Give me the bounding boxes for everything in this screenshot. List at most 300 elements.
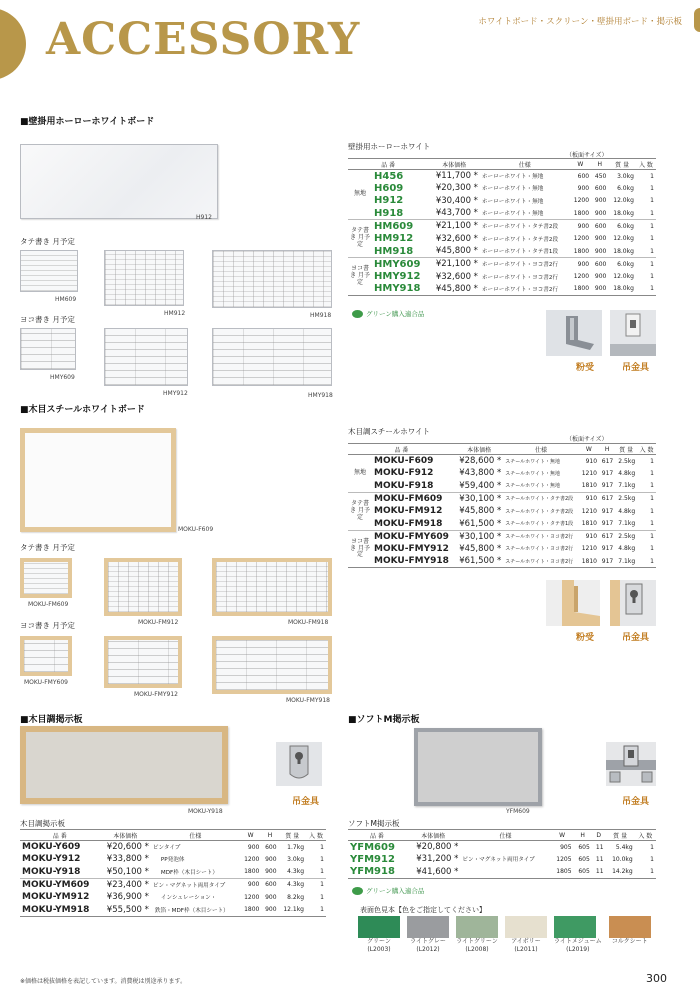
width: 1200 xyxy=(573,197,590,205)
width: 910 xyxy=(585,533,598,541)
product-code: HMY609 xyxy=(374,258,421,270)
qty: 1 xyxy=(637,480,656,493)
price: ¥43,700 * xyxy=(428,207,480,220)
spec xyxy=(460,841,550,854)
price: ¥36,900 * xyxy=(106,892,149,903)
table-row xyxy=(348,195,656,208)
hanger-hook-icon xyxy=(276,742,322,786)
steel-board-fm912 xyxy=(104,558,182,616)
steel-tate-label: タテ書き 月予定 xyxy=(20,543,75,552)
col-h: H xyxy=(261,830,278,841)
price: ¥50,100 * xyxy=(100,866,151,879)
qty: 1 xyxy=(320,843,324,851)
product-code: H918 xyxy=(372,207,428,220)
steel-hanger-image xyxy=(610,580,656,626)
caption-fm609: MOKU-FM609 xyxy=(28,601,69,608)
col-spec: 仕様 xyxy=(503,444,578,455)
height: 600 xyxy=(594,260,607,268)
steel-board-fmy912 xyxy=(104,636,182,688)
height: 900 xyxy=(594,197,607,205)
group-label: 無地 xyxy=(348,170,372,220)
swatch-name: アイボリー xyxy=(511,938,541,945)
width: 1200 xyxy=(573,235,590,243)
width: 1200 xyxy=(573,273,590,281)
steel-table xyxy=(348,443,656,568)
spec: ホーローホワイト・無地 xyxy=(481,198,544,205)
price: ¥55,500 * xyxy=(100,903,151,916)
qty: 1 xyxy=(306,903,326,916)
qty: 1 xyxy=(650,260,654,268)
spec: ホーローホワイト・タテ書2段 xyxy=(481,236,559,243)
weight: 12.0kg xyxy=(613,273,634,281)
caption-fm912: MOKU-FM912 xyxy=(138,619,179,626)
weight: 4.3kg xyxy=(287,881,304,889)
spec: ホーローホワイト・ヨコ書2行 xyxy=(481,262,559,269)
col-qty: 入 数 xyxy=(636,159,656,170)
height: 917 xyxy=(601,545,614,553)
product-code: HMY918 xyxy=(372,283,428,296)
table-row xyxy=(348,207,656,220)
col-price: 本体価格 xyxy=(100,830,151,841)
spec: ピン・マグネット両用タイプ xyxy=(462,857,535,864)
group-label: ヨコ書き 月予定 xyxy=(348,530,372,568)
chalk-tray-image xyxy=(546,310,602,356)
chalk-tray-icon xyxy=(546,310,602,356)
product-code: MOKU-FM918 xyxy=(372,517,455,530)
steel-heading: ■木目スチールホワイトボード xyxy=(20,405,145,415)
qty: 1 xyxy=(635,866,656,879)
table-row xyxy=(348,530,656,543)
height: 900 xyxy=(594,273,607,281)
weight: 10.0kg xyxy=(612,855,633,863)
table-header-row xyxy=(348,159,656,170)
weight: 7.1kg xyxy=(615,517,637,530)
weight: 6.0kg xyxy=(617,184,634,192)
enamel-unit-note: （板面サイズ） xyxy=(566,152,608,159)
qty: 1 xyxy=(637,517,656,530)
keyhole-hanger-icon xyxy=(610,580,656,626)
product-code: MOKU-YM912 xyxy=(22,892,90,903)
steel-unit-note: （板面サイズ） xyxy=(566,436,608,443)
green-note-text: グリーン購入適合品 xyxy=(366,310,425,318)
col-h: H xyxy=(591,159,608,170)
caption-hmy912: HMY912 xyxy=(163,390,188,397)
spec: ホーローホワイト・無地 xyxy=(481,186,544,193)
spec: スチールホワイト・ヨコ書2行 xyxy=(503,555,578,568)
width: 1800 xyxy=(240,903,261,916)
spec: スチールホワイト・無地 xyxy=(505,458,560,465)
caption-fmy918: MOKU-FMY918 xyxy=(286,697,330,704)
header-subtitle: ホワイトボード・スクリーン・壁掛用ボード・掲示板 xyxy=(478,17,682,27)
col-w: W xyxy=(570,159,592,170)
swatch-item xyxy=(407,916,449,953)
softm-hanger-image xyxy=(606,742,656,786)
price: ¥45,800 * xyxy=(428,283,480,296)
width: 1210 xyxy=(581,507,598,515)
spec: PP発泡体 xyxy=(160,857,185,864)
weight: 18.0kg xyxy=(608,283,636,296)
caption-fmy912: MOKU-FMY912 xyxy=(134,691,178,698)
table-row xyxy=(348,283,656,296)
weight: 5.4kg xyxy=(615,843,633,851)
enamel-board-hmy609 xyxy=(20,328,76,370)
cork-board xyxy=(20,726,228,804)
swatch-code: (L2008) xyxy=(465,945,489,953)
qty: 1 xyxy=(650,469,654,477)
table-row xyxy=(348,492,656,505)
width: 905 xyxy=(560,843,572,851)
spec: ホーローホワイト・無地 xyxy=(480,207,570,220)
width: 1200 xyxy=(244,855,260,863)
table-row xyxy=(348,517,656,530)
enamel-board-hm912 xyxy=(104,250,184,306)
spec: スチールホワイト・無地 xyxy=(505,470,560,477)
header-tab xyxy=(694,8,700,32)
product-code: YFM609 xyxy=(350,841,395,853)
price: ¥11,700 * xyxy=(435,171,478,182)
weight: 3.0kg xyxy=(617,172,634,180)
swatch-name: グリーン xyxy=(367,938,391,945)
table-header-row xyxy=(348,830,656,841)
price: ¥43,800 * xyxy=(459,468,502,479)
table-row xyxy=(348,480,656,493)
weight: 4.3kg xyxy=(279,866,306,879)
swatch-code: (L2019) xyxy=(566,945,590,953)
product-code: HM918 xyxy=(372,245,428,258)
weight: 12.0kg xyxy=(613,197,634,205)
height: 605 xyxy=(578,855,590,863)
swatch-ivory xyxy=(505,916,547,938)
width: 1805 xyxy=(551,866,574,879)
steel-table-title: 木目調スチールホワイト xyxy=(348,427,430,436)
price: ¥45,800 * xyxy=(459,506,502,517)
enamel-board-hmy912 xyxy=(104,328,188,386)
table-row xyxy=(20,853,326,866)
steel-hanger-label: 吊金具 xyxy=(622,633,650,643)
table-row xyxy=(348,467,656,480)
height: 605 xyxy=(578,843,590,851)
weight: 14.2kg xyxy=(606,866,635,879)
table-row xyxy=(20,841,326,854)
qty: 1 xyxy=(650,222,654,230)
price: ¥30,100 * xyxy=(459,531,502,542)
qty: 1 xyxy=(650,855,654,863)
col-weight: 質 量 xyxy=(279,830,306,841)
caption-hmy918: HMY918 xyxy=(308,392,333,399)
weight: 4.8kg xyxy=(618,507,636,515)
col-code: 品 番 xyxy=(348,159,428,170)
spec: スチールホワイト・ヨコ書2行 xyxy=(505,534,574,541)
steel-board-fmy918 xyxy=(212,636,332,694)
width: 1210 xyxy=(581,545,598,553)
height: 900 xyxy=(594,235,607,243)
height: 617 xyxy=(601,495,614,503)
steel-main-board xyxy=(20,428,176,532)
depth: 11 xyxy=(592,866,606,879)
weight: 12.1kg xyxy=(279,903,306,916)
swatch-item xyxy=(358,916,400,953)
softm-board xyxy=(414,728,542,806)
spec: ホーローホワイト・ヨコ書2行 xyxy=(481,274,559,281)
enamel-main-board xyxy=(20,144,218,219)
width: 1800 xyxy=(570,207,592,220)
col-spec: 仕様 xyxy=(480,159,570,170)
swatch-title: 表面色見本【色をご指定してください】 xyxy=(360,906,486,914)
price: ¥59,400 * xyxy=(455,480,503,493)
swatch-name: ライトメジューム xyxy=(554,938,602,945)
height: 900 xyxy=(591,207,608,220)
product-code: H456 xyxy=(374,170,404,182)
col-spec: 仕様 xyxy=(151,830,240,841)
softm-table-title: ソフトM掲示板 xyxy=(348,819,400,828)
caption-hm912: HM912 xyxy=(164,310,186,317)
weight: 18.0kg xyxy=(608,207,636,220)
spec: ホーローホワイト・タテ書1段 xyxy=(480,245,570,258)
spec: ホーローホワイト・タテ書2段 xyxy=(481,224,559,231)
width: 1810 xyxy=(579,517,599,530)
product-code: MOKU-FMY609 xyxy=(374,531,449,542)
width: 1810 xyxy=(579,555,599,568)
height: 605 xyxy=(574,866,592,879)
swatch-item xyxy=(505,916,547,953)
col-price: 本体価格 xyxy=(428,159,480,170)
price: ¥21,100 * xyxy=(435,221,478,232)
height: 900 xyxy=(261,866,278,879)
cork-hanger-image xyxy=(276,742,322,786)
price: ¥32,600 * xyxy=(435,271,478,282)
table-header-row xyxy=(348,444,656,455)
swatch-name: ライトグレー xyxy=(410,938,446,945)
softm-green-note xyxy=(352,886,424,895)
cork-board-caption: MOKU-Y918 xyxy=(188,808,223,815)
qty: 1 xyxy=(650,457,654,465)
hanger-icon xyxy=(610,310,656,356)
qty: 1 xyxy=(650,273,654,281)
page-number: 300 xyxy=(646,972,667,985)
price: ¥30,400 * xyxy=(435,195,478,206)
table-row xyxy=(348,182,656,195)
spec xyxy=(460,866,550,879)
height: 917 xyxy=(601,507,614,515)
width: 910 xyxy=(585,457,598,465)
price: ¥30,100 * xyxy=(459,493,502,504)
qty: 1 xyxy=(650,197,654,205)
steel-chalk-tray-label: 粉受 xyxy=(576,633,595,643)
swatch-code: (L2012) xyxy=(416,945,440,953)
weight: 12.0kg xyxy=(613,235,634,243)
table-row xyxy=(348,555,656,568)
enamel-yoko-label: ヨコ書き 月予定 xyxy=(20,315,75,324)
swatch-item xyxy=(456,916,498,953)
enamel-table xyxy=(348,158,656,296)
price: ¥33,800 * xyxy=(106,854,149,865)
table-row xyxy=(348,866,656,879)
table-row xyxy=(348,543,656,556)
qty: 1 xyxy=(636,283,656,296)
height: 917 xyxy=(599,555,615,568)
product-code: H609 xyxy=(374,182,404,194)
qty: 1 xyxy=(320,881,324,889)
height: 917 xyxy=(601,469,614,477)
width: 1210 xyxy=(581,469,598,477)
cork-table xyxy=(20,829,326,917)
swatch-green xyxy=(358,916,400,938)
price: ¥32,600 * xyxy=(435,233,478,244)
height: 600 xyxy=(594,222,607,230)
qty: 1 xyxy=(320,855,324,863)
enamel-tate-label: タテ書き 月予定 xyxy=(20,237,75,246)
col-price: 本体価格 xyxy=(406,830,461,841)
col-qty: 入 数 xyxy=(306,830,326,841)
col-w: W xyxy=(579,444,599,455)
product-code: MOKU-FM609 xyxy=(374,493,443,504)
swatch-lightgray xyxy=(407,916,449,938)
price: ¥23,400 * xyxy=(106,879,149,890)
hanger-label: 吊金具 xyxy=(622,363,650,373)
width: 1800 xyxy=(570,245,592,258)
footer-note: ※価格は税抜価格を表記しています。消費税は別途承ります。 xyxy=(20,978,187,985)
width: 1800 xyxy=(570,283,592,296)
width: 600 xyxy=(577,172,590,180)
softm-hanger-icon xyxy=(606,742,656,786)
weight: 6.0kg xyxy=(617,260,634,268)
height: 600 xyxy=(265,843,277,851)
table-row xyxy=(20,903,326,916)
product-code: HMY912 xyxy=(374,271,421,283)
swatch-code: (L2003) xyxy=(367,945,391,953)
chalk-tray-label: 粉受 xyxy=(576,363,595,373)
table-row xyxy=(348,455,656,468)
col-d: D xyxy=(592,830,606,841)
caption-fmy609: MOKU-FMY609 xyxy=(24,679,68,686)
height: 900 xyxy=(265,855,277,863)
swatch-row xyxy=(358,916,651,953)
qty: 1 xyxy=(650,545,654,553)
col-weight: 質 量 xyxy=(615,444,637,455)
col-w: W xyxy=(240,830,261,841)
depth: 11 xyxy=(595,855,604,863)
qty: 1 xyxy=(650,495,654,503)
qty: 1 xyxy=(650,235,654,243)
product-code: MOKU-Y609 xyxy=(22,842,81,853)
price: ¥28,600 * xyxy=(459,456,502,467)
group-label: 無地 xyxy=(348,455,372,493)
price: ¥20,800 * xyxy=(416,842,459,853)
spec: スチールホワイト・タテ書2段 xyxy=(505,496,574,503)
height: 900 xyxy=(261,903,278,916)
col-code: 品 番 xyxy=(348,444,455,455)
product-code: HM912 xyxy=(374,233,414,245)
width: 900 xyxy=(247,843,260,851)
weight: 6.0kg xyxy=(617,222,634,230)
width: 1205 xyxy=(556,855,572,863)
weight: 7.1kg xyxy=(615,555,637,568)
swatch-name: コルクシート xyxy=(611,938,648,945)
table-row xyxy=(348,853,656,866)
table-row xyxy=(348,232,656,245)
spec: ピン・マグネット両用タイプ xyxy=(152,882,226,889)
header-gold-circle xyxy=(0,8,26,80)
price: ¥20,300 * xyxy=(435,183,478,194)
col-weight: 質 量 xyxy=(606,830,635,841)
weight: 18.0kg xyxy=(608,245,636,258)
swatch-lightmedium xyxy=(554,916,596,938)
steel-yoko-label: ヨコ書き 月予定 xyxy=(20,621,75,630)
qty: 1 xyxy=(320,893,324,901)
width: 1800 xyxy=(240,866,261,879)
price: ¥45,800 * xyxy=(428,245,480,258)
height: 617 xyxy=(601,457,614,465)
spec: 鉄箔・MDF枠（木目シート） xyxy=(151,903,240,916)
enamel-board-hm609 xyxy=(20,250,78,292)
weight: 4.8kg xyxy=(618,545,636,553)
qty: 1 xyxy=(636,245,656,258)
cork-table-title: 木目調掲示板 xyxy=(20,819,65,828)
qty: 1 xyxy=(306,866,326,879)
weight: 1.7kg xyxy=(287,843,304,851)
swatch-code: (L2011) xyxy=(514,945,538,953)
spec: MDF枠（木目シート） xyxy=(151,866,240,879)
product-code: MOKU-YM918 xyxy=(20,903,100,916)
col-spec: 仕様 xyxy=(460,830,550,841)
weight: 3.0kg xyxy=(287,855,304,863)
spec: ピンタイプ xyxy=(152,845,181,852)
price: ¥20,600 * xyxy=(106,842,149,853)
height: 900 xyxy=(265,893,277,901)
qty: 1 xyxy=(636,207,656,220)
product-code: H912 xyxy=(374,195,404,207)
table-row xyxy=(348,841,656,854)
table-header-row xyxy=(20,830,326,841)
steel-board-fm918 xyxy=(212,558,332,616)
steel-board-fm609 xyxy=(20,558,72,598)
product-code: MOKU-F609 xyxy=(374,456,434,467)
col-code: 品 番 xyxy=(348,830,406,841)
table-row xyxy=(348,170,656,183)
height: 900 xyxy=(591,245,608,258)
weight: 4.8kg xyxy=(618,469,636,477)
product-code: MOKU-FMY918 xyxy=(372,555,455,568)
caption-hm609: HM609 xyxy=(55,296,77,303)
col-h: H xyxy=(599,444,615,455)
width: 910 xyxy=(585,495,598,503)
spec: スチールホワイト・無地 xyxy=(503,480,578,493)
spec: スチールホワイト・タテ書1段 xyxy=(503,517,578,530)
enamel-board-hmy918 xyxy=(212,328,332,386)
price: ¥45,800 * xyxy=(459,543,502,554)
depth: 11 xyxy=(595,843,604,851)
green-purchase-note xyxy=(352,309,424,318)
page-title: ACCESSORY xyxy=(46,14,361,65)
softm-table xyxy=(348,829,656,879)
width: 900 xyxy=(577,184,590,192)
spec: スチールホワイト・ヨコ書2行 xyxy=(505,546,574,553)
qty: 1 xyxy=(650,843,654,851)
group-label: タテ書き 月予定 xyxy=(348,220,372,258)
weight: 2.5kg xyxy=(618,457,636,465)
spec: インシュレーション・ xyxy=(160,895,217,902)
width: 900 xyxy=(577,222,590,230)
height: 450 xyxy=(594,172,607,180)
green-leaf-icon xyxy=(352,310,363,318)
enamel-board-hm918 xyxy=(212,250,332,308)
softm-hanger-label: 吊金具 xyxy=(622,797,650,807)
product-code: MOKU-FM912 xyxy=(374,506,443,517)
swatch-item xyxy=(554,916,602,953)
steel-main-caption: MOKU-F609 xyxy=(178,526,214,533)
weight: 2.5kg xyxy=(618,495,636,503)
table-row xyxy=(348,245,656,258)
